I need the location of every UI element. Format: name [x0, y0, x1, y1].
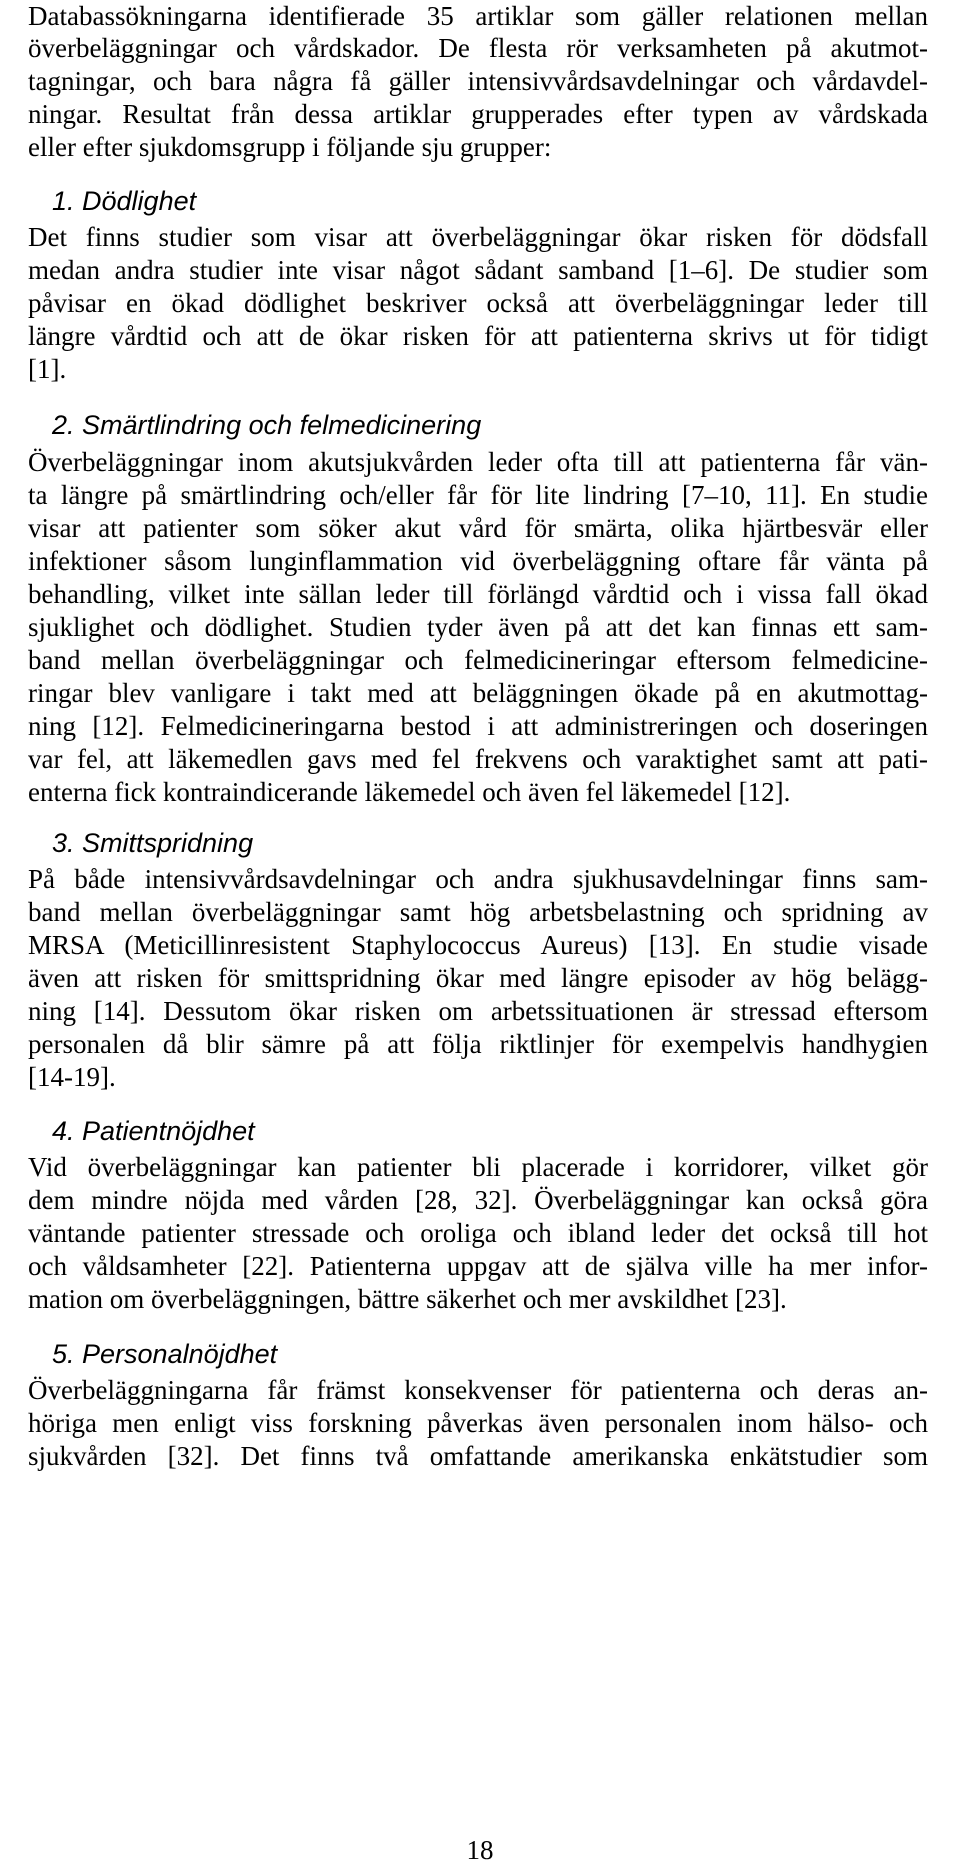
text-line: Det finns studier som visar att överbeläggningar ökar risken för dödsfall	[28, 222, 928, 252]
text-line: personalen då blir sämre på att följa riktlinjer för exempelvis handhygien	[28, 1029, 928, 1059]
section-heading-smartlindring: 2. Smärtlindring och felmedicinering	[52, 410, 482, 440]
section-heading-dodlighet: 1. Dödlighet	[52, 186, 197, 216]
text-line: Överbeläggningar inom akutsjukvården leder ofta till att patienterna får vän-	[28, 447, 928, 477]
text-line: tagningar, och bara några få gäller intensivvårdsavdelningar och vårdavdel-	[28, 66, 928, 96]
text-line: mation om överbeläggningen, bättre säkerhet och mer avskildhet [23].	[28, 1284, 787, 1314]
page-number: 18	[466, 1835, 494, 1865]
text-line: ningar. Resultat från dessa artiklar grupperades efter typen av vårdskada	[28, 99, 928, 129]
text-line: enterna fick kontraindicerande läkemedel och även fel läkemedel [12].	[28, 777, 791, 807]
text-line: dem mindre nöjda med vården [28, 32]. Överbeläggningar kan också göra	[28, 1185, 928, 1215]
text-line: Överbeläggningarna får främst konsekvenser för patienterna och deras an-	[28, 1375, 928, 1405]
text-line: eller efter sjukdomsgrupp i följande sju grupper:	[28, 132, 552, 162]
text-line: längre vårdtid och att de ökar risken för att patienterna skrivs ut för tidigt	[28, 321, 928, 351]
text-line: MRSA (Meticillinresistent Staphylococcus Aureus) [13]. En studie visade	[28, 930, 928, 960]
text-line: behandling, vilket inte sällan leder till förlängd vårdtid och i vissa fall ökad	[28, 579, 928, 609]
text-line: [1].	[28, 354, 67, 384]
text-line: och våldsamheter [22]. Patienterna uppgav att de själva ville ha mer infor-	[28, 1251, 928, 1281]
text-line: medan andra studier inte visar något sådant samband [1–6]. De studier som	[28, 255, 928, 285]
text-line: Databassökningarna identifierade 35 artiklar som gäller relationen mellan	[28, 1, 928, 31]
section-heading-patientnojdhet: 4. Patientnöjdhet	[52, 1116, 255, 1146]
text-line: överbeläggningar och vårdskador. De flesta rör verksamheten på akutmot-	[28, 33, 928, 63]
text-line: ringar blev vanligare i takt med att beläggningen ökade på en akutmottag-	[28, 678, 928, 708]
text-line: väntande patienter stressade och oroliga och ibland leder det också till hot	[28, 1218, 928, 1248]
text-line: ning [14]. Dessutom ökar risken om arbetssituationen är stressad eftersom	[28, 996, 928, 1026]
text-line: sjuklighet och dödlighet. Studien tyder även på att det kan finnas ett sam-	[28, 612, 928, 642]
text-line: visar att patienter som söker akut vård för smärta, olika hjärtbesvär eller	[28, 513, 928, 543]
text-line: [14-19].	[28, 1062, 116, 1092]
text-line: Vid överbeläggningar kan patienter bli placerade i korridorer, vilket gör	[28, 1152, 928, 1182]
text-line: band mellan överbeläggningar och felmedicineringar eftersom felmedicine-	[28, 645, 928, 675]
text-line: På både intensivvårdsavdelningar och andra sjukhusavdelningar finns sam-	[28, 864, 928, 894]
text-line: även att risken för smittspridning ökar med längre episoder av hög belägg-	[28, 963, 928, 993]
text-line: infektioner såsom lunginflammation vid överbeläggning oftare får vänta på	[28, 546, 928, 576]
text-line: var fel, att läkemedlen gavs med fel frekvens och varaktighet samt att pati-	[28, 744, 928, 774]
text-line: påvisar en ökad dödlighet beskriver också att överbeläggningar leder till	[28, 288, 928, 318]
text-line: ning [12]. Felmedicineringarna bestod i att administreringen och doseringen	[28, 711, 928, 741]
section-heading-personalnojdhet: 5. Personalnöjdhet	[52, 1339, 278, 1369]
section-heading-smittspridning: 3. Smittspridning	[52, 828, 254, 858]
text-line: ta längre på smärtlindring och/eller får för lite lindring [7–10, 11]. En studie	[28, 480, 928, 510]
text-line: sjukvården [32]. Det finns två omfattande amerikanska enkätstudier som	[28, 1441, 928, 1471]
text-line: band mellan överbeläggningar samt hög arbetsbelastning och spridning av	[28, 897, 928, 927]
text-line: höriga men enligt viss forskning påverkas även personalen inom hälso- och	[28, 1408, 928, 1438]
